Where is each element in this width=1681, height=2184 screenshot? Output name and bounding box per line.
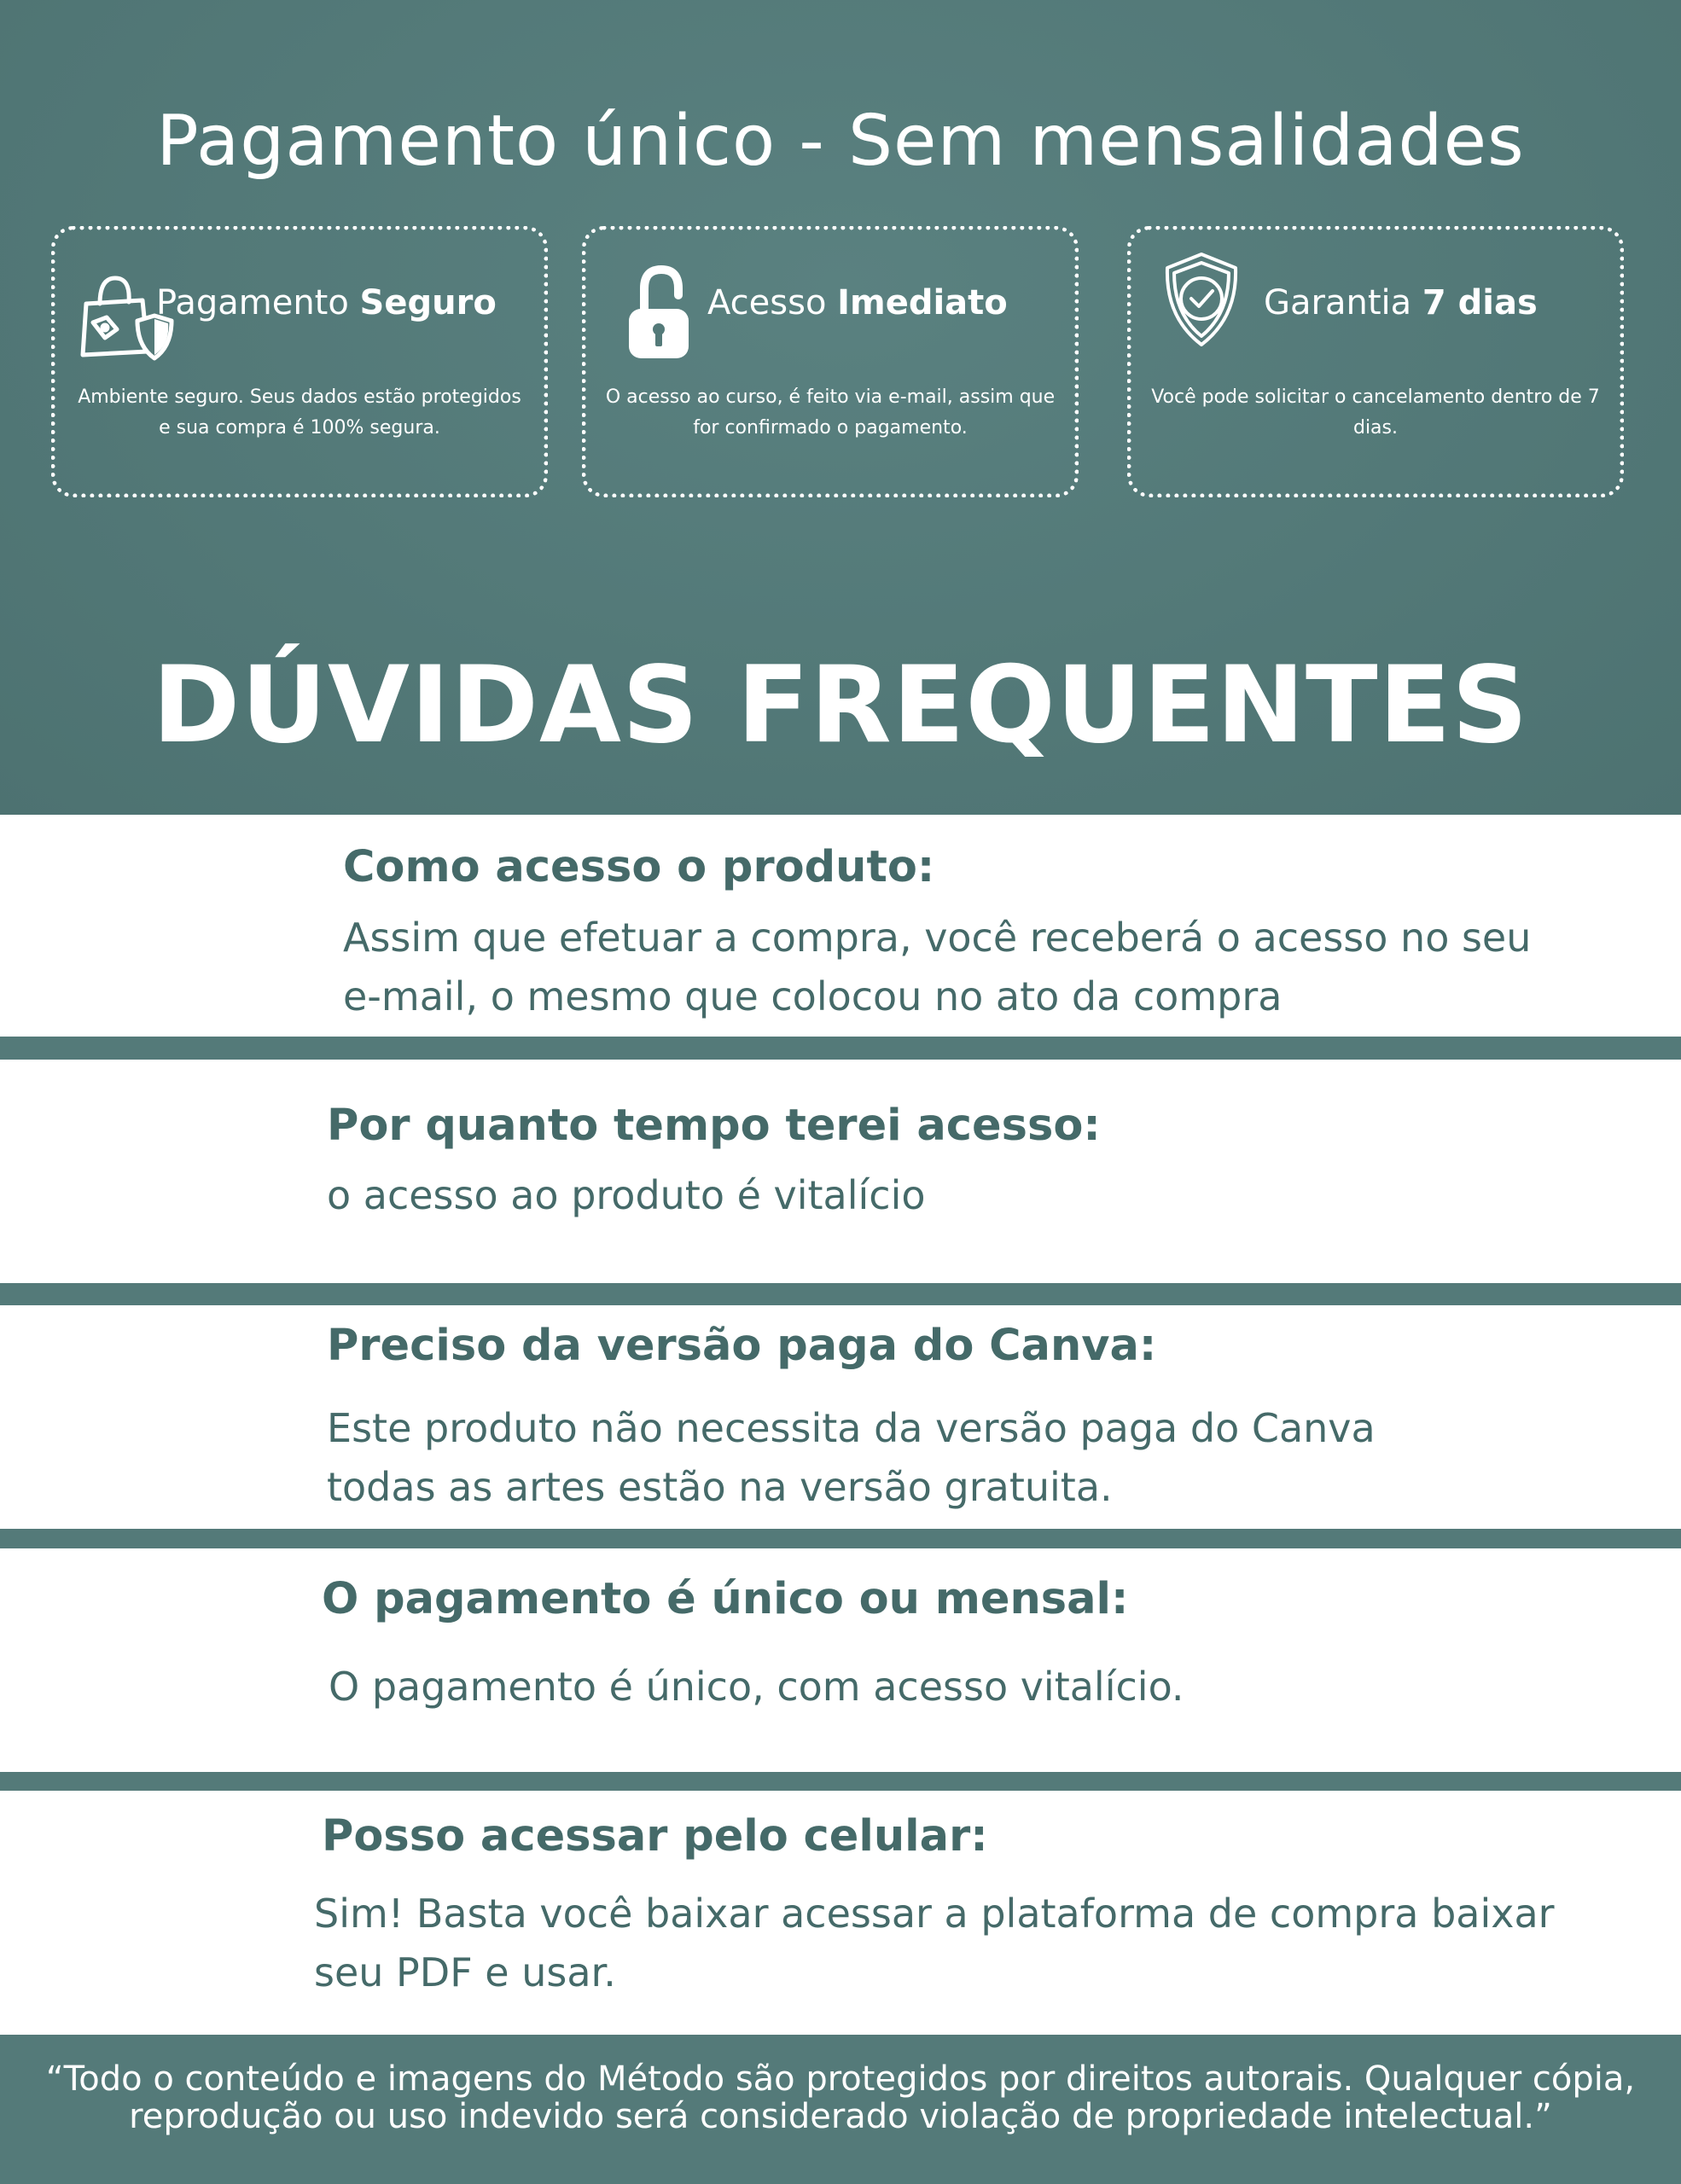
feature-title-bold: Imediato: [837, 283, 1008, 322]
page-title: Pagamento único - Sem mensalidades: [156, 101, 1525, 182]
faq-question: Preciso da versão paga do Canva:: [327, 1321, 1157, 1371]
feature-title-light: Pagamento: [156, 283, 360, 322]
feature-description: O acesso ao curso, é feito via e-mail, assim que for confirmado o pagamento.: [605, 386, 1056, 439]
faq-question: Como acesso o produto:: [343, 842, 935, 892]
faq-answer: O pagamento é único, com acesso vitalício.: [329, 1664, 1184, 1710]
faq-question: O pagamento é único ou mensal:: [322, 1574, 1129, 1624]
faq-answer: Este produto não necessita da versão paga do Canva todas as artes estão na versão gratuita.: [327, 1405, 1376, 1510]
copyright-notice: “Todo o conteúdo e imagens do Método são protegidos por direitos autorais. Qualquer cópia, reprodução ou uso indevido será considerado violação de propriedade intelectual.”: [45, 2059, 1636, 2136]
faq-item: [0, 1791, 1681, 2035]
feature-card-secure-payment: [51, 226, 548, 497]
faq-item: [0, 815, 1681, 1037]
feature-description: Você pode solicitar o cancelamento dentro de 7 dias.: [1151, 386, 1600, 439]
feature-title-bold: Seguro: [359, 283, 497, 322]
faq-item: [0, 1305, 1681, 1529]
feature-card-immediate-access: [582, 226, 1079, 497]
feature-card-guarantee: [1127, 226, 1624, 497]
faq-question: Posso acessar pelo celular:: [322, 1811, 988, 1862]
faq-item: [0, 1060, 1681, 1283]
feature-title-bold: 7 dias: [1422, 283, 1538, 322]
faq-question: Por quanto tempo terei acesso:: [327, 1101, 1101, 1151]
feature-title-light: Garantia: [1264, 283, 1422, 322]
faq-answer: Assim que efetuar a compra, você receberá o acesso no seu e-mail, o mesmo que colocou no ato da compra: [343, 915, 1532, 1019]
faq-answer: o acesso ao produto é vitalício: [327, 1172, 926, 1218]
faq-answer: Sim! Basta você baixar acessar a plataforma de compra baixar seu PDF e usar.: [314, 1891, 1555, 1995]
footer: [0, 2035, 1681, 2184]
feature-description: Ambiente seguro. Seus dados estão protegidos e sua compra é 100% segura.: [78, 386, 521, 439]
feature-title-light: Acesso: [707, 283, 838, 322]
faq-heading: DÚVIDAS FREQUENTES: [152, 644, 1529, 767]
faq-item: [0, 1548, 1681, 1772]
